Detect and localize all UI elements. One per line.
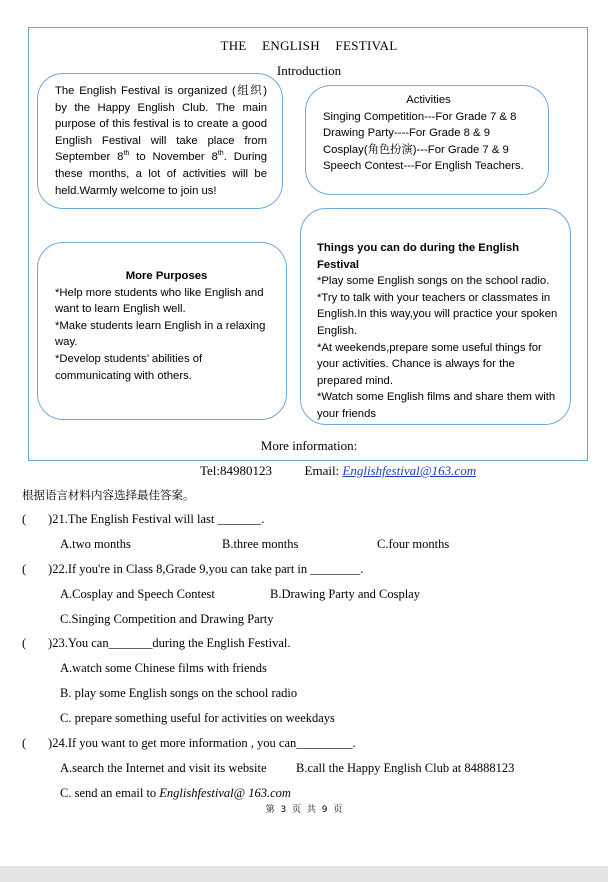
email-link[interactable]: Englishfestival@163.com	[342, 463, 477, 478]
more-purposes-bubble	[37, 242, 287, 420]
q24-option-c: C. send an email to Englishfestival@ 163.com	[60, 786, 291, 800]
introduction-bubble	[37, 73, 283, 209]
q21-option-b: B.three months	[222, 537, 299, 551]
things-item: *Try to talk with your teachers or classmates in English.In this way,you will practice your spoken English.	[317, 291, 558, 337]
things-item: *Watch some English films and share them with your friends	[317, 391, 556, 420]
activity-item: Speech Contest---For English Teachers.	[323, 160, 524, 173]
purpose-item: *Make students learn English in a relaxing way.	[55, 319, 266, 349]
things-item: *At weekends,prepare some useful things for your activities. Chance is always for the prepared mind.	[317, 341, 542, 387]
purpose-item: *Help more students who like English and want to learn English well.	[55, 286, 264, 316]
q21-option-a: A.two months	[60, 537, 131, 551]
festival-poster	[28, 27, 588, 461]
activity-item: Singing Competition---For Grade 7 & 8	[323, 110, 517, 123]
q22-option-a: A.Cosplay and Speech Contest	[60, 587, 215, 601]
things-to-do-bubble	[300, 208, 571, 425]
more-information-label: More information:	[260, 438, 358, 453]
q23-option-a: A.watch some Chinese films with friends	[60, 661, 267, 675]
contact-line	[200, 463, 476, 479]
things-item: *Play some English songs on the school radio.	[317, 275, 550, 288]
question-22: ( )22.If you're in Class 8,Grade 9,you can take part in ________.	[22, 562, 364, 576]
activity-item: Drawing Party----For Grade 8 & 9	[323, 127, 490, 140]
q24-option-a: A.search the Internet and visit its website	[60, 761, 267, 775]
things-heading: Things you can do during the English Festival	[317, 242, 520, 271]
activities-bubble	[305, 85, 549, 195]
email-label: Email:	[304, 463, 343, 478]
more-purposes-heading: More Purposes	[125, 270, 208, 282]
question-24: ( )24.If you want to get more information , you can_________.	[22, 736, 356, 750]
poster-title: THE ENGLISH FESTIVAL	[220, 38, 398, 53]
activities-heading: Activities	[406, 94, 451, 106]
question-23: ( )23.You can_______during the English Festival.	[22, 636, 291, 650]
q22-option-c: C.Singing Competition and Drawing Party	[60, 612, 274, 626]
q21-option-c: C.four months	[377, 537, 450, 551]
q24-option-c-email: Englishfestival@ 163.com	[159, 786, 291, 800]
q23-option-b: B. play some English songs on the school radio	[60, 686, 298, 700]
bottom-strip	[0, 866, 608, 882]
page-footer: 第 3 页 共 9 页	[265, 805, 343, 815]
instruction: 根据语言材料内容选择最佳答案。	[22, 488, 195, 502]
q22-option-b: B.Drawing Party and Cosplay	[270, 587, 420, 601]
poster-subtitle: Introduction	[276, 63, 342, 78]
purpose-item: *Develop students’ abilities of communicating with others.	[55, 352, 203, 382]
telephone: Tel:84980123	[200, 463, 273, 478]
introduction-text: The English Festival is organized (组织) by the Happy English Club. The main purpose of this festival is to create a good English Festival will take place from September 8th to November 8th. During these months, a lot of activities will be held.Warmly welcome to join us!	[55, 85, 267, 197]
question-21: ( )21.The English Festival will last _______.	[22, 512, 265, 526]
activity-item: Cosplay(角色扮演)---For Grade 7 & 9	[323, 143, 509, 156]
q23-option-c: C. prepare something useful for activities on weekdays	[60, 711, 335, 725]
q24-option-b: B.call the Happy English Club at 84888123	[296, 761, 515, 775]
